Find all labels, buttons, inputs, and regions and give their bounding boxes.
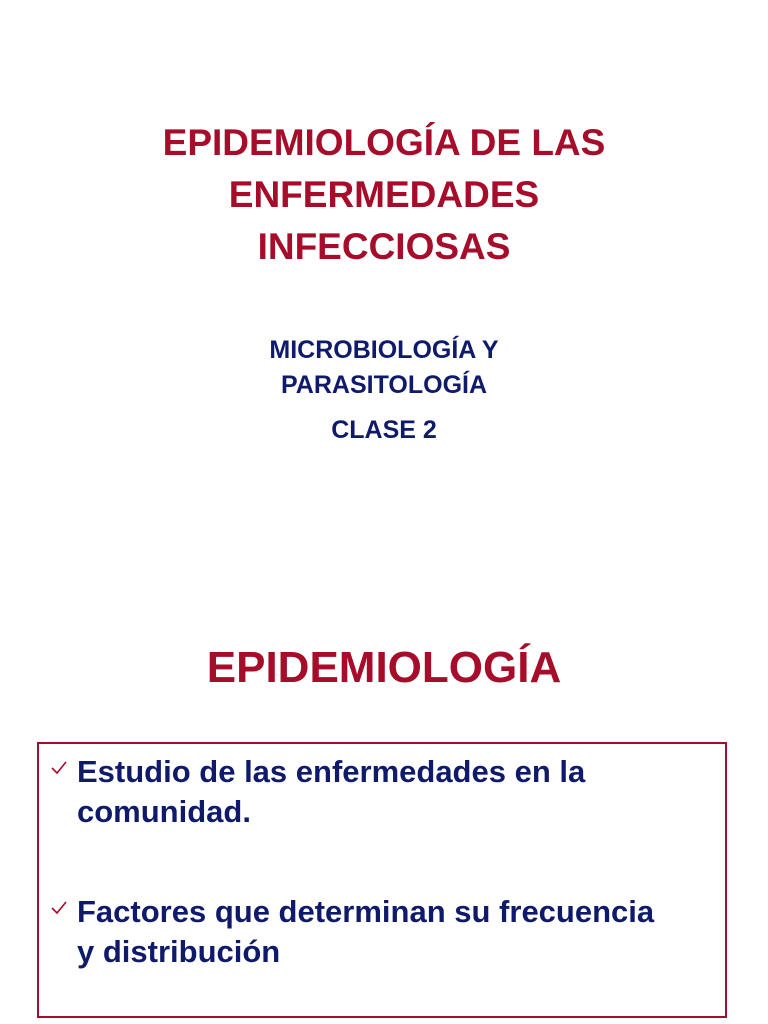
main-title-line-2: ENFERMEDADES	[228, 174, 540, 215]
course-subtitle	[0, 333, 768, 448]
bullet-line-1: Estudio de las enfermedades en la	[77, 754, 586, 789]
check-icon	[51, 761, 67, 775]
main-title-line-1: EPIDEMIOLOGÍA DE LAS	[162, 122, 606, 163]
bullet-box	[37, 742, 727, 1018]
content-slide	[0, 576, 768, 1024]
bullet-item	[49, 892, 721, 972]
bullet-line-1: Factores que determinan su frecuencia	[77, 894, 655, 929]
bullet-item	[49, 752, 721, 832]
class-label: CLASE 2	[331, 416, 437, 444]
bullet-list	[49, 752, 721, 972]
main-title-line-3: INFECCIOSAS	[257, 226, 511, 267]
check-icon	[51, 901, 67, 915]
section-title: EPIDEMIOLOGÍA	[206, 643, 562, 692]
main-title	[0, 117, 768, 273]
bullet-line-2: comunidad.	[77, 794, 251, 829]
subtitle-line-2: PARASITOLOGÍA	[280, 371, 488, 399]
bullet-line-2: y distribución	[77, 934, 281, 969]
subtitle-line-1: MICROBIOLOGÍA Y	[269, 336, 499, 364]
